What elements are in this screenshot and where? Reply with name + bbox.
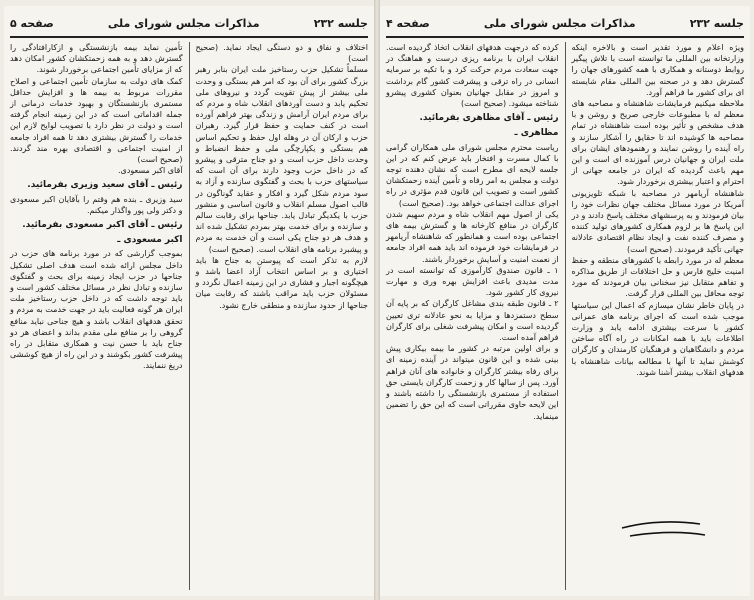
paragraph-text: تأمین نماید بیمه بازنشستگی و ازکارافتادگی را گسترش دهد و به همه زحمتکشان کشور امکان دهد که از مزایای تأمین اجتماعی برخوردار شوند. کمک های دولت به سازمان تأمین اجتماعی و اصلاح مقررات مربوط به بیمه ها و افزایش حداقل مستمری بازنشستگان و بهبود خدمات درمانی از جمله اقداماتی است که در این زمینه انجام گرفته است و دولت در نظر دارد با تصویب لوایح لازم این خدمات را گسترش بیشتری دهد تا همه افراد جامعه از امنیت اجتماعی و اقتصادی بهره مند گردند. (صحیح است) آقای اکبر مسعودی.: [10, 43, 183, 176]
left-page: [4, 6, 374, 596]
text-column: [7, 42, 183, 590]
text-column: [196, 42, 369, 590]
page-title: مذاکرات مجلس شورای ملی: [483, 16, 636, 30]
speaker-heading: مظاهری ـ: [514, 128, 559, 139]
column-divider: [565, 42, 566, 590]
speaker-heading: رئیس ـ آقای اکبر مسعودی بفرمائید.: [22, 220, 183, 231]
page-title: مذاکرات مجلس شورای ملی: [107, 16, 260, 30]
paragraph-text: کرده که درجهت هدفهای انقلاب اتخاذ گردیده است. انقلاب ایران با برنامه ریزی درست و هماهنگ در جهت سعادت مردم حرکت کرد و با تکیه بر سرمایه انسانی در راه ترقی و پیشرفت کشور گام برداشت و امروز در مقابل جهانیان بعنوان کشوری پیشرو شناخته میشود. (صحیح است): [383, 43, 559, 109]
paragraph-text: اختلاف و نفاق و دو دستگی ایجاد نماید. (صحیح است) مسلماً تشکیل حزب رستاخیز ملت ایران بنابر رهبر بزرگ کشور برای آن بود که امر هم بستگی و وحدت ملی بیشتر از پیش تقویت گردد و نیروهای ملی تحکیم یابد و دست آوردهای انقلاب شاه و مردم که برای مردم ایران آرامش و زندگی بهتر فراهم آورده است در کنف حمایت و حفظ قرار گیرد. رهبران حزب و ارکان آن در وهله اول حفظ و تحکیم اساس هم بستگی و یکپارچگی ملی و حفظ انضباط و وحدت داخل حزب است و دو جناح مترقی و پیشرو که در داخل حزب وجود دارند برای آن است که سیاستهای حزب با بحث و گفتگوی سازنده و آزاد به سود مردم شکل گیرد و افکار و عقاید گوناگون در قالب اصول مسلم انقلاب و قانون اساسی و منشور حزب با یکدیگر تبادل یابد. جناحها برای رقابت سالم و سازنده و برای خدمت بهتر بمردم تشکیل شده اند و هدف هر دو جناح یکی است و آن خدمت به مردم و پیشبرد برنامه های انقلاب است. (صحیح است) لازم به تذکر است که پیوستن به جناح ها باید اختیاری و بر اساس انتخاب آزاد اعضا باشد و هیچگونه اجبار و فشاری در این زمینه اعمال نگردد و مسئولان حزب باید مراقب باشند که رقابت میان جناحها از حدود سازنده و منطقی خارج نشود.: [195, 43, 368, 310]
paragraph-text: سید وزیری ـ بنده هم وقتم را بآقایان اکبر مسعودی و دکتر ولی پور واگذار میکنم.: [7, 194, 183, 215]
paragraph-text: بموجب گزارشی که در مورد برنامه های حزب در داخل مجلس ارائه شده است هدف اصلی تشکیل جناحها در حزب ایجاد زمینه برای بحث و گفتگوی سازنده و تبادل نظر در مسائل مختلف کشور است و باید توجه داشت که در داخل حزب رستاخیز ملت ایران هر گونه فعالیت باید در جهت خدمت به مردم و تحقق هدفهای انقلاب باشد و هیچ جناحی نباید منافع گروهی را بر منافع ملی مقدم بداند و اعضای هر دو جناح باید با حسن نیت و همکاری متقابل در راه پیشرفت کشور بکوشند و در این راه از هیچ کوششی دریغ ننمایند.: [7, 249, 183, 371]
page-number: صفحه ۴: [386, 16, 430, 30]
text-columns: [7, 42, 368, 590]
paragraph-text: ریاست محترم مجلس شورای ملی همکاران گرامی با کمال مسرت و افتخار باید عرض کنم که در این جلسه لایحه ای مطرح است که نشان دهنده توجه دولت و مجلس به امر رفاه و تأمین آینده زحمتکشان کشور است و تصویب این قانون قدم مؤثری در راه اجرای عدالت اجتماعی خواهد بود. (صحیح است) یکی از اصول مهم انقلاب شاه و مردم سهیم شدن کارگران در منافع کارخانه ها و گسترش بیمه های اجتماعی بوده است و همانطور که شاهنشاه آریامهر در فرمایشات خود فرموده اند باید همه افراد جامعه از نعمت امنیت و آسایش برخوردار باشند. ۱ ـ قانون صندوق کارآموزی که توانسته است در مدت مدیدی باعث افزایش بهره وری و مهارت نیروی کار کشور شود. ۲ ـ قانون طبقه بندی مشاغل کارگران که بر پایه آن سطح دستمزدها و مزایا به نحو عادلانه تری تعیین گردیده است و امکان پیشرفت شغلی برای کارگران فراهم آمده است. و برای اولین مرتبه در کشور ما بیمه بیکاری پیش بینی شده و این قانون میتواند در آینده زمینه ای برای رفاه بیشتر کارگران و خانواده های آنان فراهم آورد. پس از سالها کار و زحمت کارگران بایستی حق استفاده از مستمری بازنشستگی را داشته باشند و این لایحه حاوی مقرراتی است که این حق را تضمین مینماید.: [386, 142, 559, 421]
right-page: [380, 6, 750, 596]
column-divider: [189, 42, 190, 590]
speaker-heading: اکبر مسعودی ـ: [117, 235, 183, 246]
text-column: [572, 42, 745, 590]
session-label: جلسه ۲۳۲: [689, 16, 744, 30]
paragraph-text: ویژه اعلام و مورد تقدیر است و بالاخره اینکه وزارتخانه بین المللی ما توانسته است با تلاش پیگیر روابط دوستانه و همکاری با همه کشورهای جهان را گسترش دهد و در صحنه بین المللی مقام شایسته ای برای کشور ما فراهم آورد. ملاحظه میکنیم فرمایشات شاهنشاه و مصاحبه های معظم له با مطبوعات خارجی صریح و روشن و با هدف مشخص و تأثیر بوده است شاهنشاه در تمام مصاحبه ها کوشیده اند تا حقایق را آشکار سازند و راه آینده را روشن نمایند و رهنمودهای ایشان برای ملت ایران و جهانیان درس آموزنده ای است و این مهم باعث گردیده که ایران در جامعه جهانی از احترام و اعتبار بیشتری برخوردار شود. شاهنشاه آریامهر در مصاحبه با شبکه تلویزیونی آمریکا در مورد مسائل مختلف جهان نظرات خود را بیان فرمودند و به پرسشهای مختلف پاسخ دادند و در این پاسخ ها بر لزوم همکاری کشورهای تولید کننده و مصرف کننده نفت و ایجاد نظام اقتصادی عادلانه جهانی تأکید فرمودند. (صحیح است) معظم له در مورد رابطه با کشورهای منطقه و حفظ امنیت خلیج فارس و حل اختلافات از طریق مذاکره و تفاهم متقابل نیز سخنانی بیان فرمودند که مورد توجه محافل بین المللی قرار گرفت. در پایان خاطر نشان میسازم که اعمال این سیاستها موجب شده است که اجرای برنامه های عمرانی کشور با سرعت بیشتری ادامه یابد و وزارت اطلاعات باید با همه امکانات در راه آگاه ساختن مردم و دانشگاهیان و فرهنگیان کارمندان و کارگران کوشش نماید تا آنها با مطالعه بیانات شاهنشاه با هدفهای انقلاب بیشتر آشنا شوند.: [571, 43, 744, 377]
page-header: [386, 10, 744, 38]
text-columns: [383, 42, 744, 590]
speaker-heading: رئیس ـ آقای سعید وزیری بفرمائید.: [27, 180, 183, 191]
page-header: [10, 10, 368, 38]
session-label: جلسه ۲۳۲: [313, 16, 368, 30]
page-number: صفحه ۵: [10, 16, 54, 30]
text-column: [383, 42, 559, 590]
speaker-heading: رئیس ـ آقای مظاهری بفرمائید.: [419, 113, 559, 124]
